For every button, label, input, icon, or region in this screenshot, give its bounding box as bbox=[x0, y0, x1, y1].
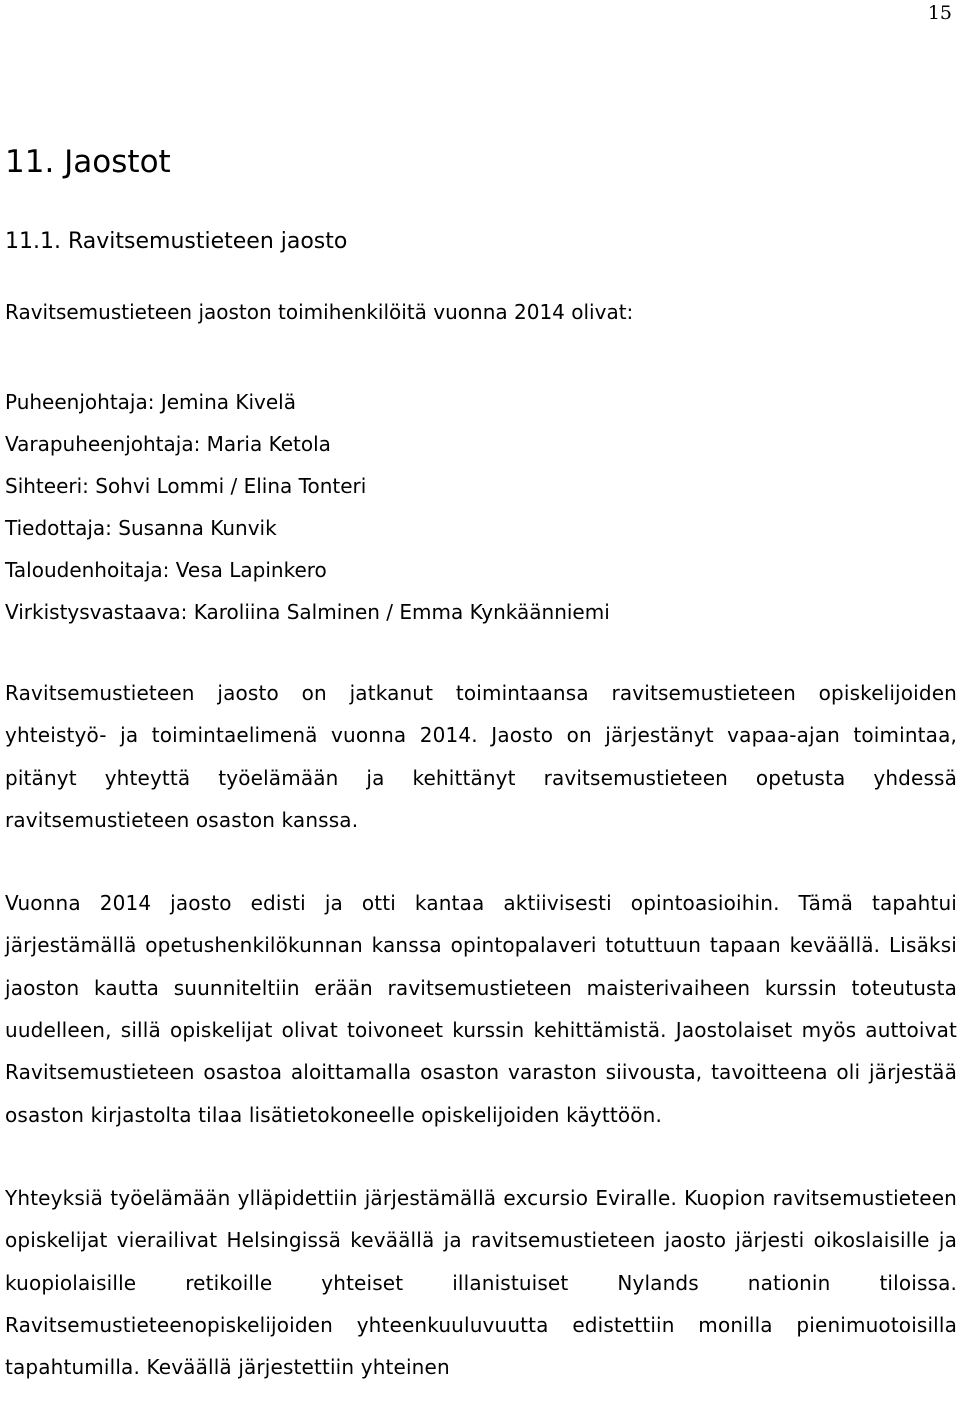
officer-secretary: Sihteeri: Sohvi Lommi / Elina Tonteri bbox=[5, 474, 367, 498]
officer-treasurer: Taloudenhoitaja: Vesa Lapinkero bbox=[5, 558, 327, 582]
officer-chair: Puheenjohtaja: Jemina Kivelä bbox=[5, 390, 296, 414]
officer-communications: Tiedottaja: Susanna Kunvik bbox=[5, 516, 277, 540]
page-number: 15 bbox=[927, 2, 952, 24]
paragraph: Vuonna 2014 jaosto edisti ja otti kantaa aktiivisesti opintoasioihin. Tämä tapahtui järjestämällä opetushenkilökunnan kanssa opintopalaveri totuttuun tapaan keväällä. Lisäksi jaoston kautta suunniteltiin erään ravitsemustieteen maisterivaiheen kurssin toteutusta uudelleen, sillä opiskelijat olivat toivoneet kurssin kehittämistä. Jaostolaiset myös auttoivat Ravitsemustieteen osastoa aloittamalla osaston varaston siivousta, tavoitteena oli järjestää osaston kirjastolta tilaa lisätietokoneelle opiskelijoiden käyttöön. bbox=[5, 891, 957, 1127]
paragraph: Yhteyksiä työelämään ylläpidettiin järjestämällä excursio Eviralle. Kuopion ravitsemustieteen opiskelijat vierailivat Helsingissä keväällä ja ravitsemustieteen jaosto järjesti oikoslaisille ja kuopiolaisille retikoille yhteiset illanistuiset Nylands nationin tiloissa. Ravitsemustieteenopiskelijoiden yhteenkuuluvuutta edistettiin monilla pienimuotoisilla tapahtumilla. Keväällä järjestettiin yhteinen bbox=[5, 1185, 957, 1380]
intro-text: Ravitsemustieteen jaoston toimihenkilöitä vuonna 2014 olivat: bbox=[5, 300, 634, 324]
officers-list bbox=[5, 381, 957, 633]
officer-vice-chair: Varapuheenjohtaja: Maria Ketola bbox=[5, 432, 331, 456]
section-heading: 11. Jaostot bbox=[5, 144, 171, 180]
document-body bbox=[5, 140, 957, 1388]
officer-recreation: Virkistysvastaava: Karoliina Salminen / Emma Kynkäänniemi bbox=[5, 600, 610, 624]
paragraph: Ravitsemustieteen jaosto on jatkanut toimintaansa ravitsemustieteen opiskelijoiden yhteistyö- ja toimintaelimenä vuonna 2014. Jaosto on järjestänyt vapaa-ajan toimintaa, pitänyt yhteyttä työelämään ja kehittänyt ravitsemustieteen opetusta yhdessä ravitsemustieteen osaston kanssa. bbox=[5, 681, 957, 832]
subsection-heading: 11.1. Ravitsemustieteen jaosto bbox=[5, 229, 348, 254]
